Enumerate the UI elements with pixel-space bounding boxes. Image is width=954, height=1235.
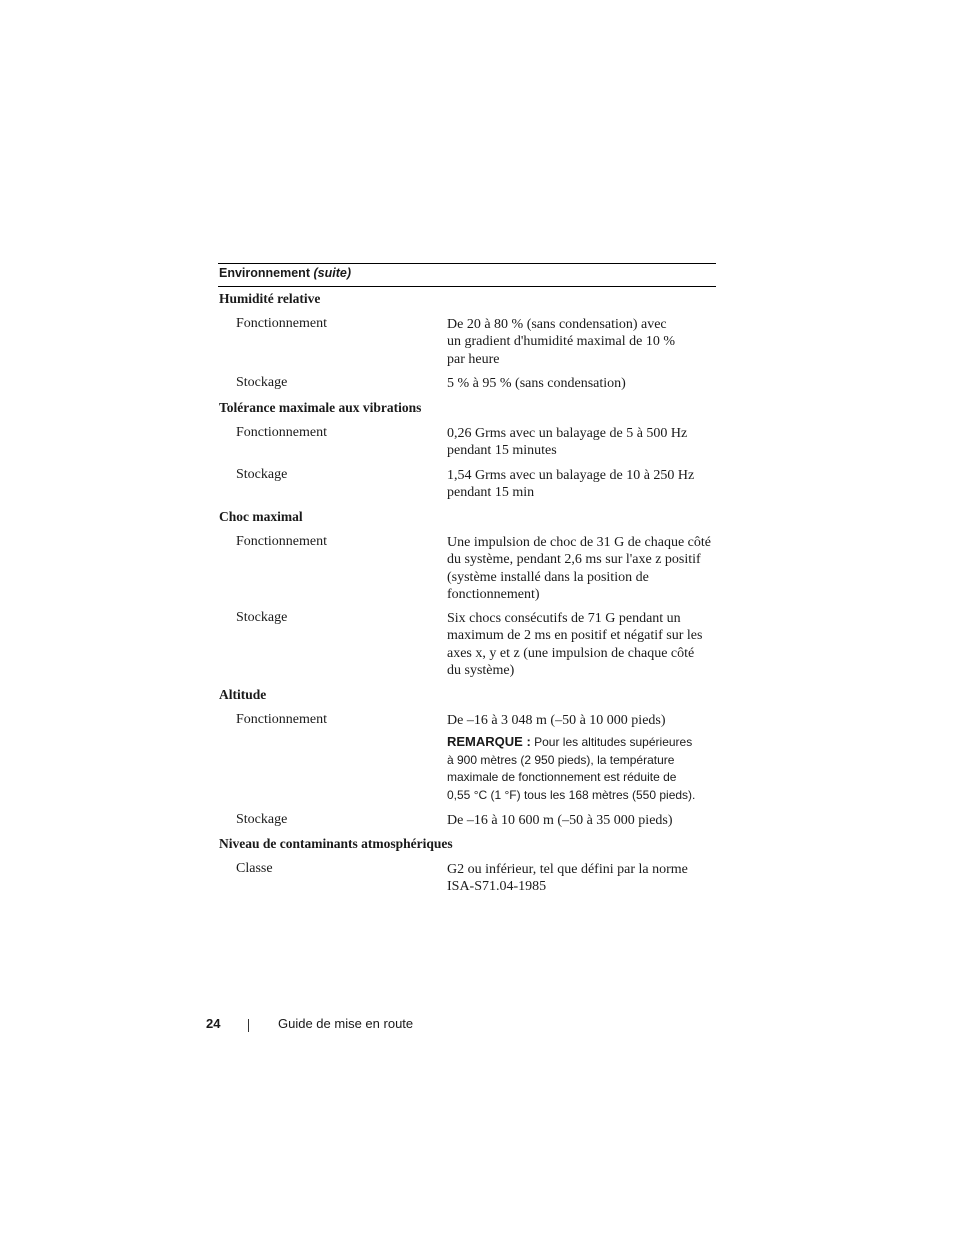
section-title-altitude: Altitude xyxy=(219,687,267,702)
note-label: REMARQUE : xyxy=(447,734,531,749)
footer-title: Guide de mise en route xyxy=(278,1016,414,1031)
row-label: Fonctionnement xyxy=(236,534,327,549)
footer-separator xyxy=(248,1019,249,1032)
row-value: De 20 à 80 % (sans condensation) avec un gradient d'humidité maximal de 10 % par heure xyxy=(447,317,676,367)
row-value: De –16 à 3 048 m (–50 à 10 000 pieds) xyxy=(447,713,666,728)
row-value: Une impulsion de choc de 31 G de chaque côté du système, pendant 2,6 ms sur l'axe z positif (système installé dans la position de fonctionnement) xyxy=(447,535,711,602)
row-value: G2 ou inférieur, tel que défini par la norme ISA-S71.04-1985 xyxy=(447,862,688,895)
page-number: 24 xyxy=(206,1016,221,1031)
row-label: Classe xyxy=(236,861,273,876)
altitude-note xyxy=(447,733,709,804)
row-value: 1,54 Grms avec un balayage de 10 à 250 Hz pendant 15 min xyxy=(447,468,695,501)
row-value: De –16 à 10 600 m (–50 à 35 000 pieds) xyxy=(447,813,673,828)
table-header-suffix: (suite) xyxy=(313,266,351,280)
section-title-shock: Choc maximal xyxy=(219,509,303,524)
row-label: Stockage xyxy=(236,375,288,390)
row-label: Stockage xyxy=(236,610,288,625)
row-label: Fonctionnement xyxy=(236,316,327,331)
row-label: Fonctionnement xyxy=(236,712,327,727)
section-title-contaminants: Niveau de contaminants atmosphériques xyxy=(219,836,453,851)
note-text: Pour les altitudes supérieures à 900 mètres (2 950 pieds), la température maximale de fonctionnement est réduite de 0,55 °C (1 °F) tous les 168 mètres (550 pieds). xyxy=(447,735,696,802)
row-value: 5 % à 95 % (sans condensation) xyxy=(447,376,626,391)
table-header xyxy=(218,263,716,287)
section-title-humidity: Humidité relative xyxy=(219,291,321,306)
section-title-vibration: Tolérance maximale aux vibrations xyxy=(219,400,422,415)
table-header-title: Environnement xyxy=(219,266,310,280)
row-label: Fonctionnement xyxy=(236,425,327,440)
row-label: Stockage xyxy=(236,467,288,482)
environment-spec-table xyxy=(218,263,716,895)
row-value: 0,26 Grms avec un balayage de 5 à 500 Hz pendant 15 minutes xyxy=(447,426,688,459)
row-label: Stockage xyxy=(236,812,288,827)
row-value: Six chocs consécutifs de 71 G pendant un maximum de 2 ms en positif et négatif sur les axes x, y et z (une impulsion de chaque côté du système) xyxy=(447,611,703,678)
